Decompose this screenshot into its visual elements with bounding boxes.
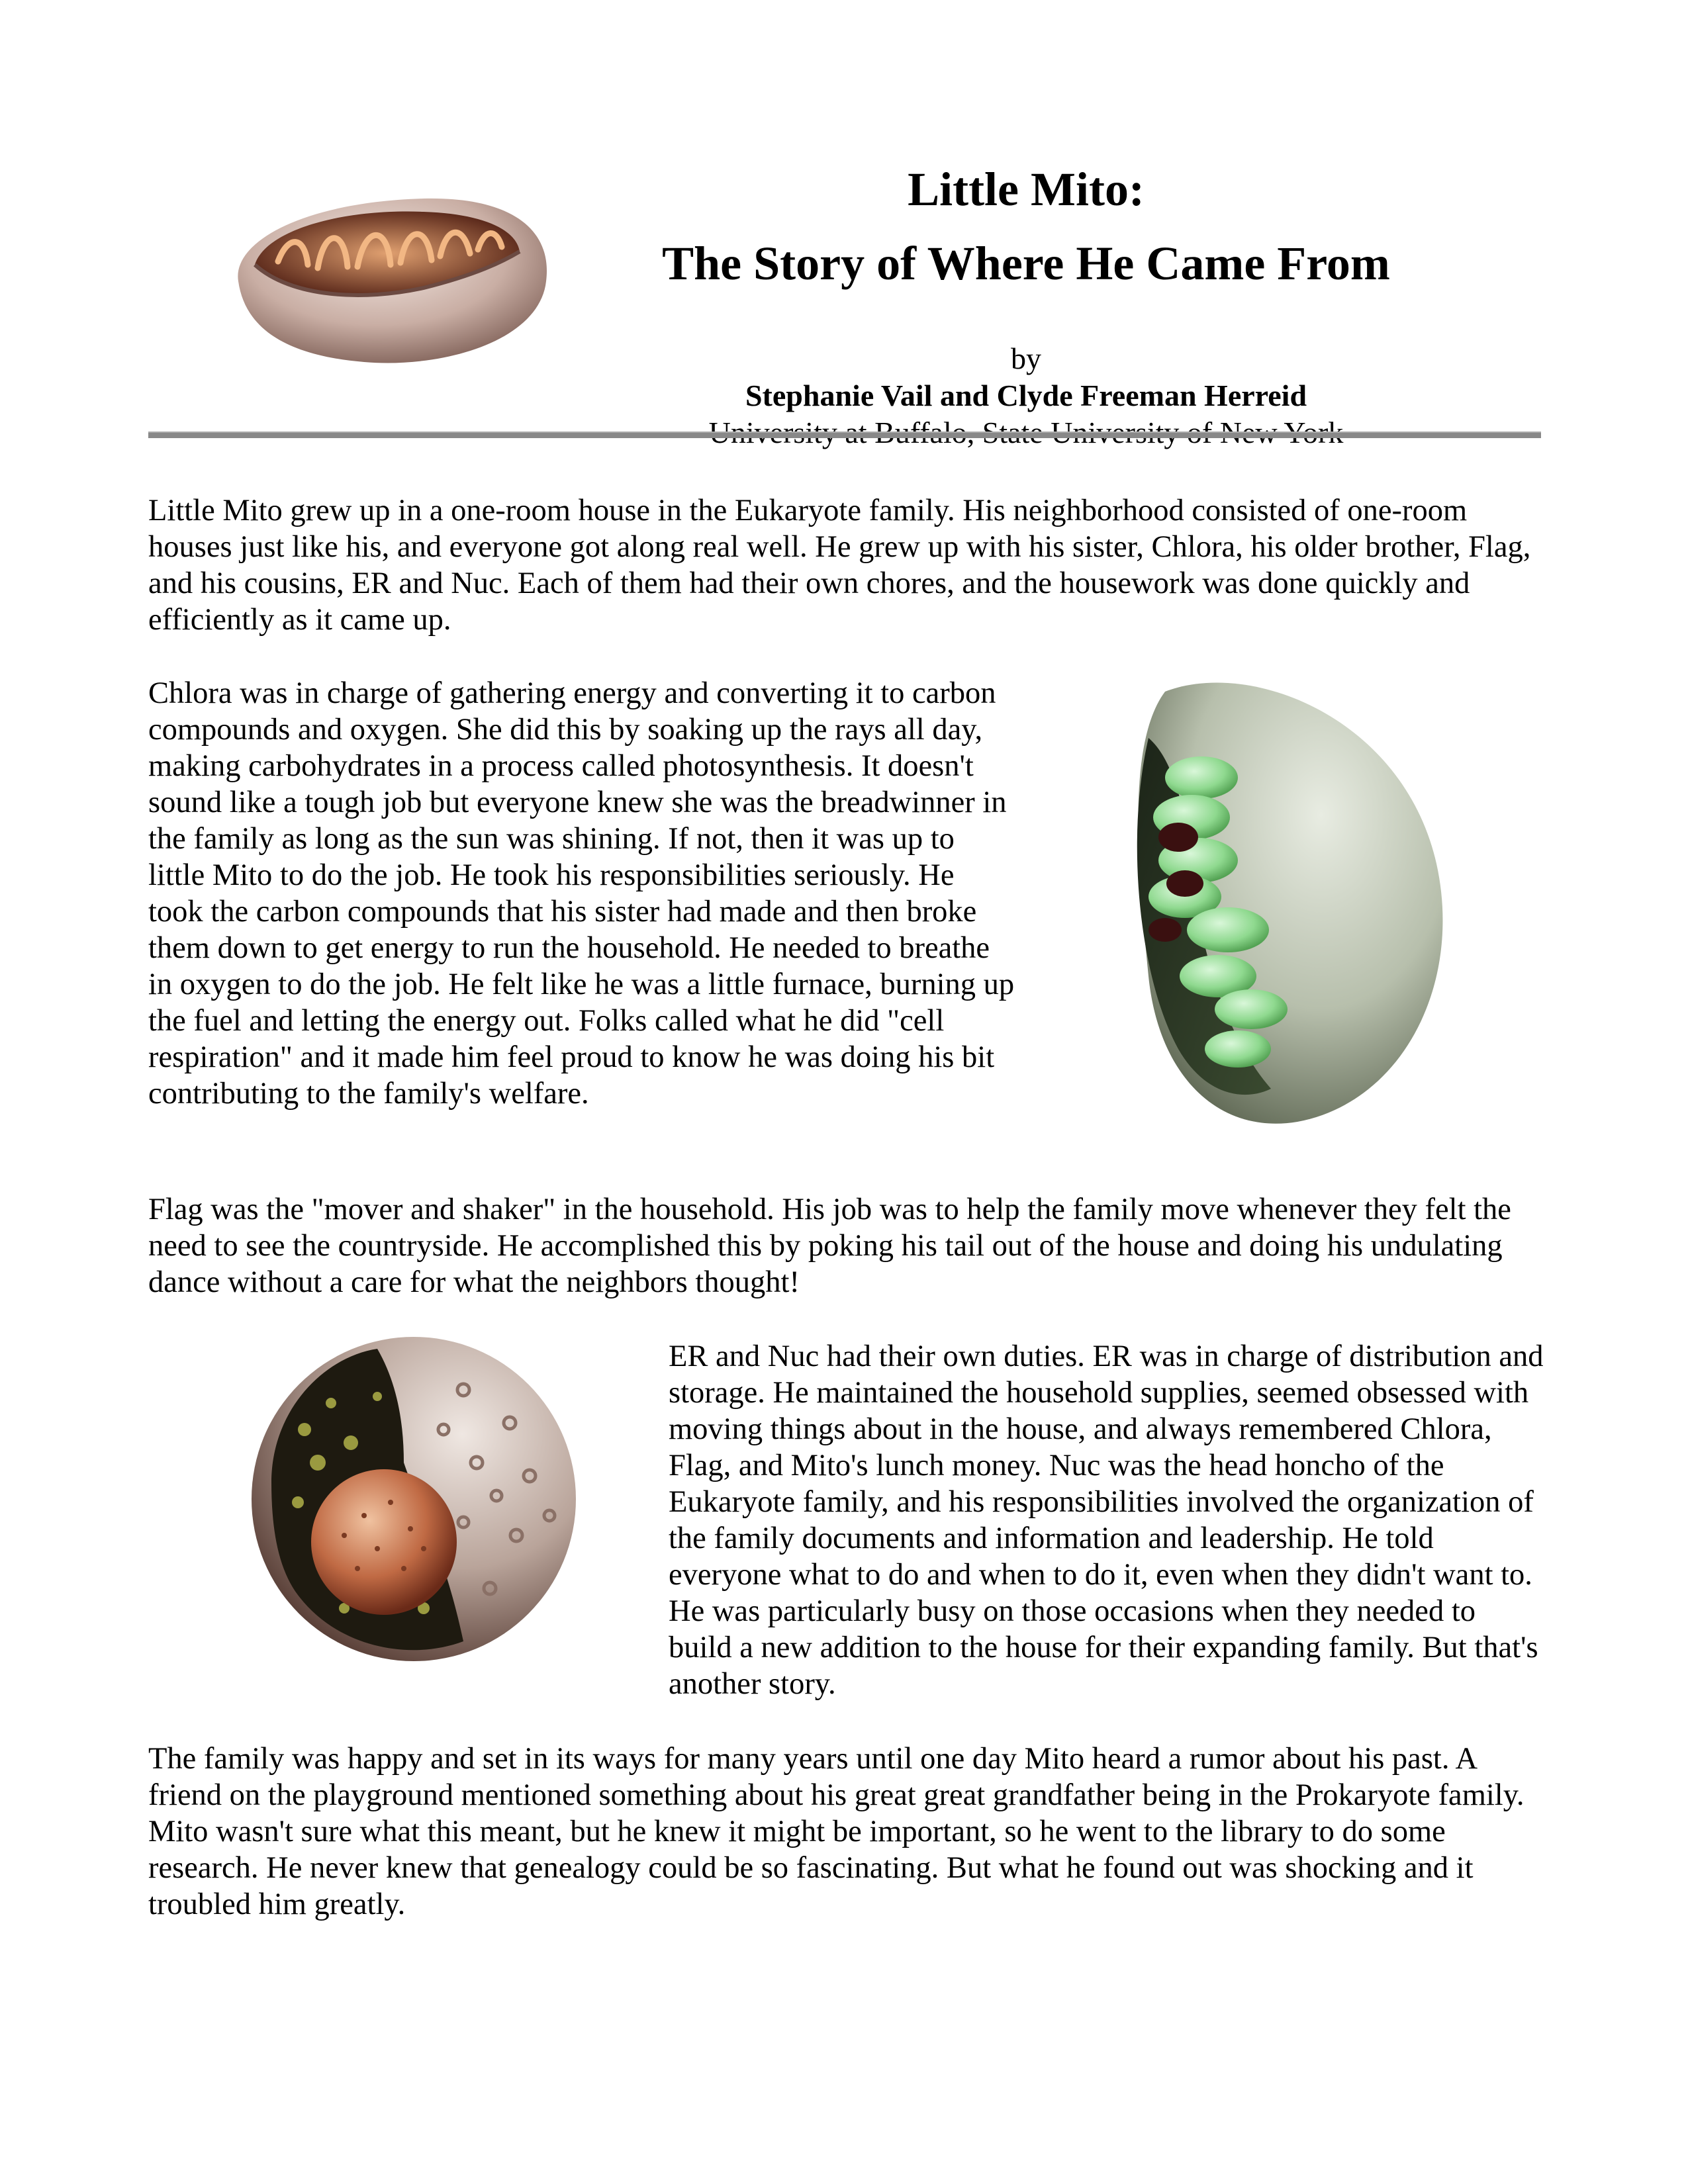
horizontal-divider xyxy=(148,432,1541,438)
paragraph-5: The family was happy and set in its ways for many years until one day Mito heard a rumor about his past. A friend on the playground mentioned something about his great great grandfather being in the Prokaryote family. Mito wasn't sure what this meant, but he knew it might be important, so he went to the library to do some research. He never knew that genealogy could be so fascinating. But what he found out was shocking and it troubled him greatly. xyxy=(148,1742,1524,1921)
paragraph-3: Flag was the "mover and shaker" in the household. His job was to help the family move whenever they felt the need to see the countryside. He accomplished this by poking his tail out of the house and doing his undulating dance without a care for what the neighbors thought! xyxy=(148,1193,1511,1299)
title-line-2: The Story of Where He Came From xyxy=(662,237,1390,290)
paragraph-4: ER and Nuc had their own duties. ER was in charge of distribution and storage. He maintained the household supplies, seemed obsessed with moving things about in the house, and always remembered Chlora, Flag, and Mito's lunch money. Nuc was the head honcho of the Eukaryote family, and his responsibilities involved the organization of the family documents and information and leadership. He told everyone what to do and when to do it, even when they didn't want to. He was particularly busy on those occasions when they needed to build a new addition to the house for their expanding family. But that's another story. xyxy=(669,1340,1544,1701)
nucleus-illustration xyxy=(245,1330,583,1668)
paragraph-2: Chlora was in charge of gathering energy and converting it to carbon compounds and oxygen. She did this by soaking up the rays all day, making carbohydrates in a process called photosynthesis. It doesn't sound like a tough job but everyone knew she was the breadwinner in the family as long as the sun was shining. If not, then it was up to little Mito to do the job. He took his responsibilities seriously. He took the carbon compounds that his sister had made and then broke them down to get energy to run the household. He needed to breathe in oxygen to do the job. He felt like he was a little furnace, burning up the fuel and letting the energy out. Folks called what he did "cell respiration" and it made him feel proud to know he was doing his bit contributing to the family's welfare. xyxy=(148,676,1015,1111)
title-line-1: Little Mito: xyxy=(908,163,1145,216)
paragraph-1: Little Mito grew up in a one-room house in the Eukaryote family. His neighborhood consisted of one-room houses just like his, and everyone got along real well. He grew up with his sister, Chlora, his older brother, Flag, and his cousins, ER and Nuc. Each of them had their own chores, and the housework was done quickly and efficiently as it came up. xyxy=(148,494,1531,637)
byline: by xyxy=(1011,341,1041,375)
mitochondrion-illustration xyxy=(225,189,556,374)
chloroplast-illustration xyxy=(1086,665,1456,1128)
title-block xyxy=(596,152,1456,451)
page-title xyxy=(596,152,1456,300)
authors: Stephanie Vail and Clyde Freeman Herreid xyxy=(745,379,1307,412)
